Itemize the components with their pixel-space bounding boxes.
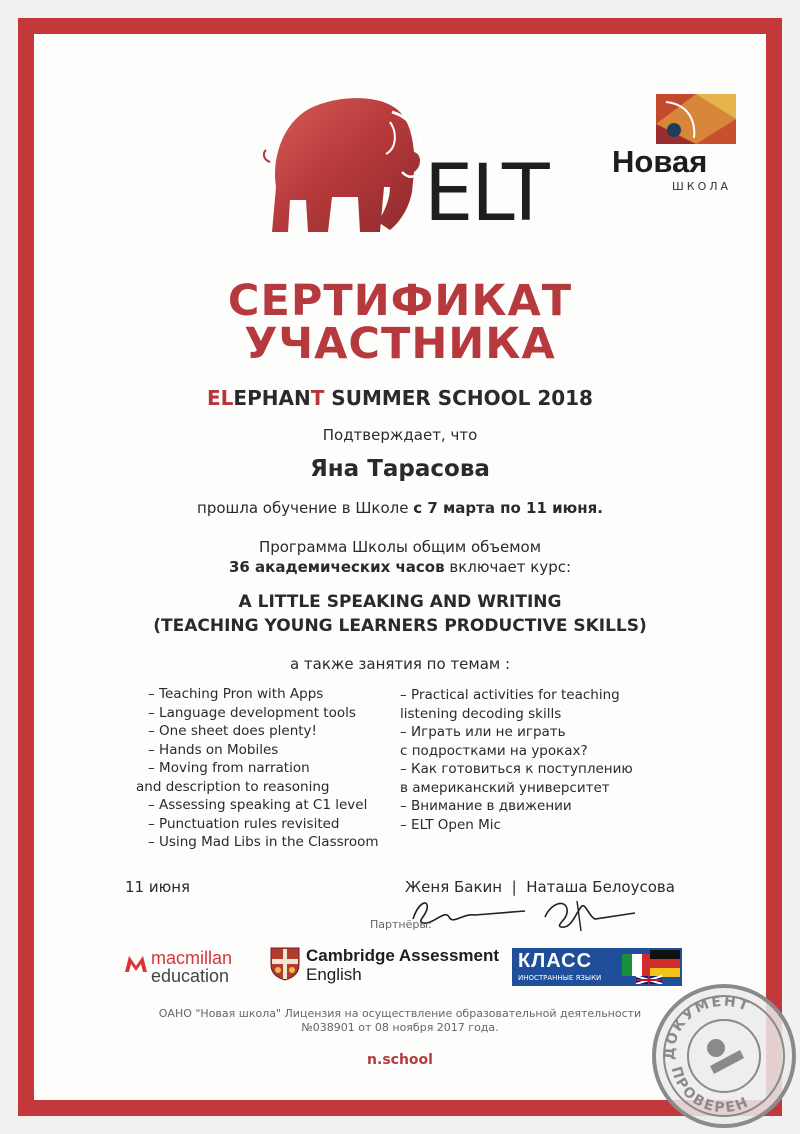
- partners-label: Партнёры:: [370, 918, 432, 931]
- school-name-part2: EPHAN: [233, 386, 311, 410]
- signatories: Женя Бакин | Наташа Белоусова: [405, 878, 675, 896]
- license-line1: ОАНО "Новая школа" Лицензия на осуществление образовательной деятельности: [158, 1007, 642, 1020]
- cambridge-line1: Cambridge Assessment: [306, 946, 500, 965]
- elephant-icon: [262, 92, 562, 232]
- klass-logo: [512, 948, 682, 986]
- topic-item: – ELT Open Mic: [400, 816, 501, 833]
- topic-item: – Practical activities for teaching: [400, 687, 620, 703]
- topic-item: – Hands on Mobiles: [148, 741, 279, 758]
- macmillan-logo: [125, 948, 265, 988]
- elt-logo: [262, 92, 562, 232]
- cambridge-logo: [270, 945, 500, 985]
- course-title-line1: A LITTLE SPEAKING AND WRITING: [238, 592, 562, 612]
- website-link[interactable]: n.school: [367, 1052, 433, 1068]
- program-line1: Программа Школы общим объемом: [258, 538, 542, 556]
- school-name-rest: SUMMER SCHOOL 2018: [324, 386, 593, 410]
- elt-logo-text: ELT: [424, 149, 548, 232]
- study-period-prefix: прошла обучение в Школе: [197, 499, 414, 517]
- topic-item: and description to reasoning: [136, 778, 330, 795]
- study-period: [0, 499, 800, 517]
- stamp-icon: [650, 982, 798, 1130]
- study-dates: с 7 марта по 11 июня.: [413, 499, 603, 517]
- topic-item: в американский университет: [400, 779, 610, 796]
- school-name: [0, 386, 800, 410]
- topic-item: listening decoding skills: [400, 705, 562, 722]
- topic-item: – Using Mad Libs in the Classroom: [148, 834, 379, 850]
- certificate-title-line1: СЕРТИФИКАТ: [227, 276, 573, 326]
- school-name-red-part2: T: [310, 386, 325, 410]
- handwritten-signatures: [405, 895, 645, 935]
- program-line2-rest: включает курс:: [444, 558, 572, 576]
- cambridge-shield-icon: [270, 947, 300, 981]
- stamp-text-top: ДОКУМЕНТ: [661, 993, 753, 1061]
- novaya-shkola-title: Новая: [612, 144, 708, 179]
- macmillan-line1: macmillan: [151, 948, 233, 968]
- topic-item: – Как готовиться к поступлению: [400, 761, 633, 777]
- topics-right-list: [400, 686, 660, 834]
- topic-item: – Punctuation rules revisited: [148, 815, 340, 832]
- topic-item: с подростками на уроках?: [400, 742, 588, 759]
- confirms-text: Подтверждает, что: [322, 426, 478, 444]
- certificate-title-line2: УЧАСТНИКА: [244, 319, 556, 369]
- verification-stamp: [650, 982, 798, 1130]
- novaya-shkola-logo: [612, 94, 742, 194]
- course-title-line2: (TEACHING YOUNG LEARNERS PRODUCTIVE SKILLS): [153, 616, 647, 636]
- topic-item: – Assessing speaking at C1 level: [148, 797, 368, 813]
- topics-heading: а также занятия по темам :: [289, 655, 511, 673]
- program-line2: [0, 558, 800, 576]
- klass-title: КЛАСС: [518, 950, 593, 972]
- flags-icon: [622, 950, 680, 984]
- topics-left-list: [136, 685, 388, 852]
- license-line2: №038901 от 08 ноября 2017 года.: [301, 1021, 499, 1034]
- school-name-red-part1: EL: [207, 386, 234, 410]
- certificate-date: 11 июня: [125, 878, 191, 896]
- novaya-shkola-subtitle: ШКОЛА: [672, 180, 732, 193]
- topic-item: – Language development tools: [148, 704, 356, 721]
- program-hours: 36 академических часов: [228, 558, 445, 576]
- stamp-text-bottom: ПРОВЕРЕН: [667, 1064, 752, 1117]
- macmillan-line2: education: [151, 966, 230, 986]
- topic-item: – Внимание в движении: [400, 798, 572, 814]
- novaya-shkola-emblem-icon: [656, 94, 736, 144]
- macmillan-icon: [125, 952, 147, 972]
- klass-subtitle: ИНОСТРАННЫЕ ЯЗЫКИ: [518, 974, 602, 982]
- participant-name: Яна Тарасова: [310, 456, 490, 482]
- topic-item: – Играть или не играть: [400, 724, 566, 740]
- topic-item: – One sheet does plenty!: [148, 723, 317, 739]
- topic-item: – Teaching Pron with Apps: [148, 686, 324, 702]
- cambridge-line2: English: [306, 965, 362, 984]
- topic-item: – Moving from narration: [148, 760, 310, 776]
